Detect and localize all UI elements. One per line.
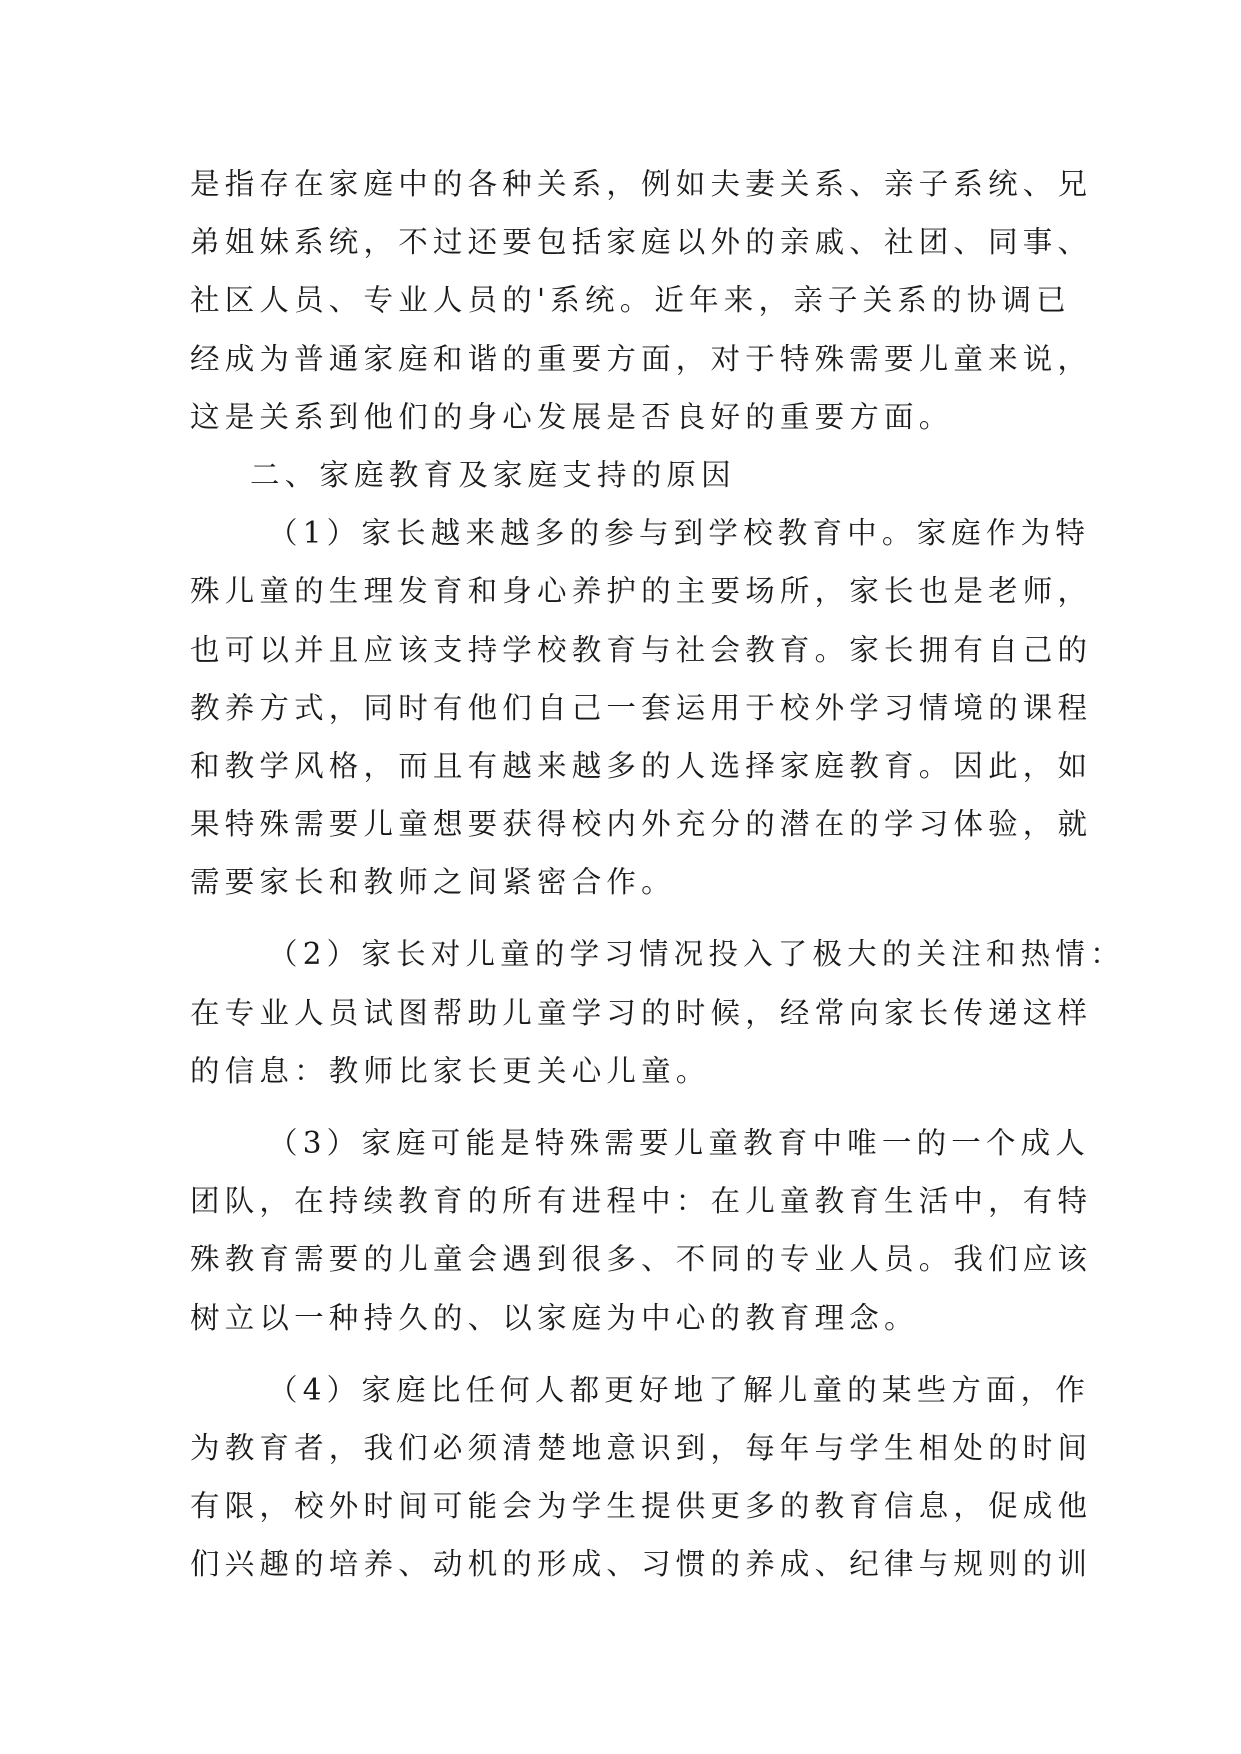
text-line: 树立以一种持久的、以家庭为中心的教育理念。 xyxy=(190,1300,919,1335)
text-line: （3）家庭可能是特殊需要儿童教育中唯一的一个成人 xyxy=(268,1126,1091,1160)
text-line: 弟姐妹系统，不过还要包括家庭以外的亲戚、社团、同事、 xyxy=(190,225,1093,260)
text-line: 的信息：教师比家长更关心儿童。 xyxy=(190,1053,711,1088)
text-line: 和教学风格，而且有越来越多的人选择家庭教育。因此，如 xyxy=(190,748,1093,783)
text-line: 经成为普通家庭和谐的重要方面，对于特殊需要儿童来说， xyxy=(190,341,1093,376)
paragraph-gap xyxy=(190,1347,1070,1361)
text-line: （4）家庭比任何人都更好地了解儿童的某些方面，作 xyxy=(268,1372,1091,1407)
text-line: 果特殊需要儿童想要获得校内外充分的潜在的学习体验，就 xyxy=(190,807,1093,842)
text-line: 们兴趣的培养、动机的形成、习惯的养成、纪律与规则的训 xyxy=(190,1547,1093,1582)
text-line: 在专业人员试图帮助儿童学习的时候，经常向家长传递这样 xyxy=(190,995,1093,1030)
text-line: （2）家长对儿童的学习情况投入了极大的关注和热情： xyxy=(268,937,1125,972)
section-heading: 二、家庭教育及家庭支持的原因 xyxy=(250,457,736,492)
text-line: 需要家长和教师之间紧密合作。 xyxy=(190,865,676,900)
body-text xyxy=(190,155,1125,1594)
text-line: 教养方式，同时有他们自己一套运用于校外学习情境的课程 xyxy=(190,690,1093,725)
text-line: 为教育者，我们必须清楚地意识到，每年与学生相处的时间 xyxy=(190,1430,1093,1465)
text-line: （1）家长越来越多的参与到学校教育中。家庭作为特 xyxy=(268,516,1091,551)
text-line: 是指存在家庭中的各种关系，例如夫妻关系、亲子系统、兄 xyxy=(190,167,1093,201)
text-line: 殊教育需要的儿童会遇到很多、不同的专业人员。我们应该 xyxy=(190,1242,1093,1277)
text-line: 有限，校外时间可能会为学生提供更多的教育信息，促成他 xyxy=(190,1489,1093,1524)
paragraph-gap xyxy=(190,1100,1070,1114)
text-line: 这是关系到他们的身心发展是否良好的重要方面。 xyxy=(190,399,954,434)
text-line: 也可以并且应该支持学校教育与社会教育。家长拥有自己的 xyxy=(190,632,1093,667)
text-line: 团队，在持续教育的所有进程中：在儿童教育生活中，有特 xyxy=(190,1184,1093,1219)
paragraph-gap xyxy=(190,911,1070,925)
text-line: 社区人员、专业人员的'系统。近年来，亲子关系的协调已 xyxy=(190,283,1071,318)
text-line: 殊儿童的生理发育和身心养护的主要场所，家长也是老师， xyxy=(190,574,1093,609)
